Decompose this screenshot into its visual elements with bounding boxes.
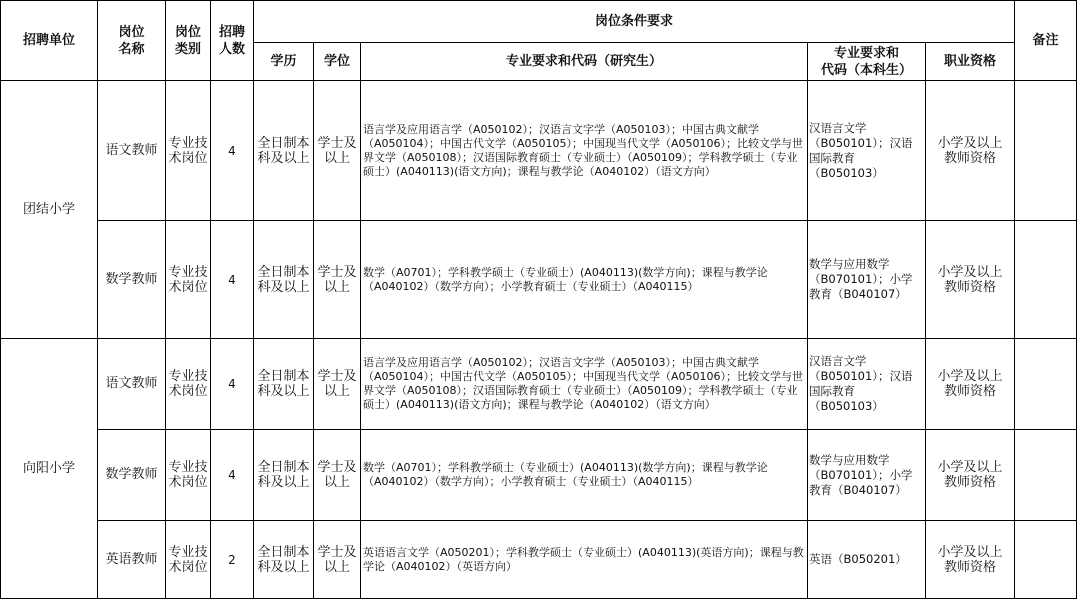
position-name: 数学教师 — [98, 430, 166, 521]
position-name: 英语教师 — [98, 521, 166, 599]
hire-count: 2 — [211, 521, 254, 599]
position-type: 专业技 术岗位 — [166, 430, 211, 521]
remarks — [1015, 521, 1077, 599]
qualification: 小学及以上 教师资格 — [926, 81, 1015, 221]
header-position-name: 岗位 名称 — [98, 1, 166, 81]
table-row — [1, 339, 1077, 430]
header-remarks: 备注 — [1015, 1, 1077, 81]
degree: 学士及 以上 — [314, 521, 361, 599]
table-row — [1, 81, 1077, 221]
header-unit: 招聘单位 — [1, 1, 98, 81]
position-name: 数学教师 — [98, 221, 166, 339]
header-major-grad: 专业要求和代码（研究生） — [361, 43, 808, 81]
header-count: 招聘 人数 — [211, 1, 254, 81]
major-ug: 英语（B050201） — [808, 521, 926, 599]
hire-count: 4 — [211, 221, 254, 339]
education: 全日制本 科及以上 — [254, 339, 314, 430]
hire-count: 4 — [211, 81, 254, 221]
education: 全日制本 科及以上 — [254, 430, 314, 521]
table-row — [1, 521, 1077, 599]
major-ug: 数学与应用数学（B070101）；小学教育（B040107） — [808, 430, 926, 521]
school-name: 团结小学 — [1, 81, 98, 339]
major-grad: 数学（A0701）；学科教学硕士（专业硕士）(A040113)(数学方向)；课程与教学论（A040102）（数学方向）；小学教育硕士（专业硕士）（A040115） — [361, 221, 808, 339]
qualification: 小学及以上 教师资格 — [926, 521, 1015, 599]
header-degree: 学位 — [314, 43, 361, 81]
header-position-type: 岗位 类别 — [166, 1, 211, 81]
hire-count: 4 — [211, 339, 254, 430]
header-qualification: 职业资格 — [926, 43, 1015, 81]
hire-count: 4 — [211, 430, 254, 521]
degree: 学士及 以上 — [314, 430, 361, 521]
qualification: 小学及以上 教师资格 — [926, 339, 1015, 430]
header-education: 学历 — [254, 43, 314, 81]
major-grad: 语言学及应用语言学（A050102）；汉语言文字学（A050103）；中国古典文献学（A050104）；中国古代文学（A050105）；中国现当代文学（A050106）；比较文学与世界文学（A050108）；汉语国际教育硕士（专业硕士）（A050109）；学科教学硕士（专业硕士）(A040113)(语文方向)；课程与教学论（A040102）（语文方向） — [361, 339, 808, 430]
header-conditions: 岗位条件要求 — [254, 1, 1015, 43]
qualification: 小学及以上 教师资格 — [926, 221, 1015, 339]
major-ug: 汉语言文学（B050101）；汉语国际教育（B050103） — [808, 339, 926, 430]
qualification: 小学及以上 教师资格 — [926, 430, 1015, 521]
major-grad: 英语语言文学（A050201）；学科教学硕士（专业硕士）(A040113)(英语方向)；课程与教学论（A040102）（英语方向） — [361, 521, 808, 599]
major-ug: 数学与应用数学（B070101）；小学教育（B040107） — [808, 221, 926, 339]
position-type: 专业技 术岗位 — [166, 521, 211, 599]
major-grad: 数学（A0701）；学科教学硕士（专业硕士）(A040113)(数学方向)；课程与教学论（A040102）（数学方向）；小学教育硕士（专业硕士）（A040115） — [361, 430, 808, 521]
header-major-ug: 专业要求和 代码（本科生） — [808, 43, 926, 81]
header-row-1 — [1, 1, 1077, 43]
remarks — [1015, 81, 1077, 221]
school-name: 向阳小学 — [1, 339, 98, 599]
position-name: 语文教师 — [98, 81, 166, 221]
major-grad: 语言学及应用语言学（A050102）；汉语言文字学（A050103）；中国古典文献学（A050104）；中国古代文学（A050105）；中国现当代文学（A050106）；比较文学与世界文学（A050108）；汉语国际教育硕士（专业硕士）（A050109）；学科教学硕士（专业硕士）(A040113)(语文方向)；课程与教学论（A040102）（语文方向） — [361, 81, 808, 221]
remarks — [1015, 339, 1077, 430]
table-row — [1, 430, 1077, 521]
degree: 学士及 以上 — [314, 221, 361, 339]
major-ug: 汉语言文学（B050101）；汉语国际教育（B050103） — [808, 81, 926, 221]
degree: 学士及 以上 — [314, 339, 361, 430]
degree: 学士及 以上 — [314, 81, 361, 221]
table-row — [1, 221, 1077, 339]
position-type: 专业技 术岗位 — [166, 221, 211, 339]
position-name: 语文教师 — [98, 339, 166, 430]
education: 全日制本 科及以上 — [254, 81, 314, 221]
position-type: 专业技 术岗位 — [166, 81, 211, 221]
education: 全日制本 科及以上 — [254, 521, 314, 599]
remarks — [1015, 221, 1077, 339]
remarks — [1015, 430, 1077, 521]
education: 全日制本 科及以上 — [254, 221, 314, 339]
position-type: 专业技 术岗位 — [166, 339, 211, 430]
